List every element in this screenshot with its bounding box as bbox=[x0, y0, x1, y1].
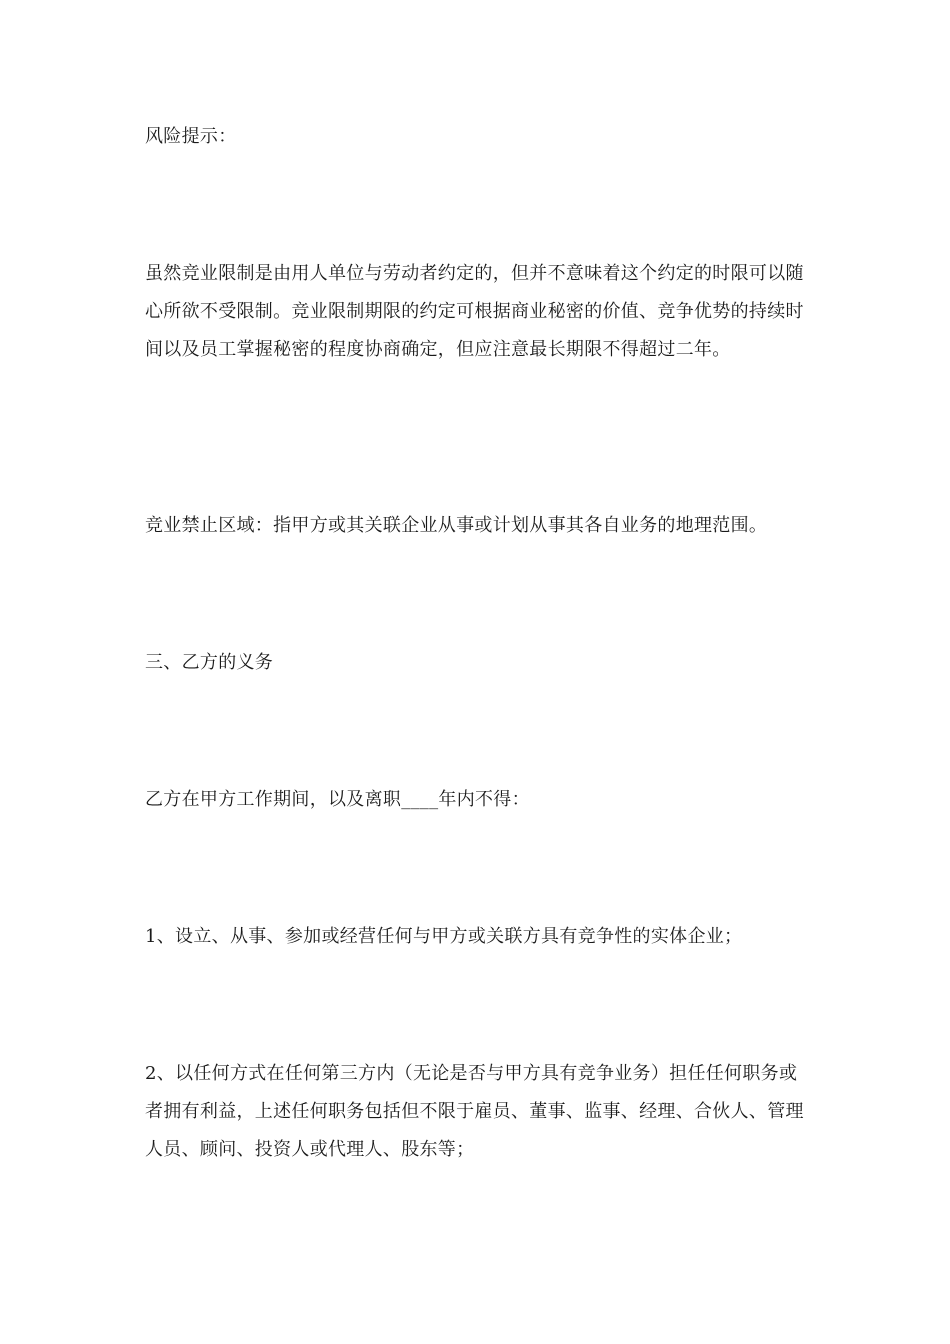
section-heading-party-b-obligations: 三、乙方的义务 bbox=[145, 652, 274, 673]
non-compete-region-paragraph: 竞业禁止区域：指甲方或其关联企业从事或计划从事其各自业务的地理范围。 bbox=[145, 515, 768, 536]
obligation-item-2: 2、以任何方式在任何第三方内（无论是否与甲方具有竞争业务）担任任何职务或者拥有利益，上述任何职务包括但不限于雇员、董事、监事、经理、合伙人、管理人员、顾问、投资人或代理人、股东等； bbox=[145, 1063, 804, 1160]
obligation-item-1: 1、设立、从事、参加或经营任何与甲方或关联方具有竞争性的实体企业； bbox=[145, 926, 743, 947]
risk-notice-heading: 风险提示： bbox=[145, 126, 237, 147]
party-b-restriction-intro: 乙方在甲方工作期间，以及离职____年内不得： bbox=[145, 789, 530, 810]
risk-notice-paragraph: 虽然竞业限制是由用人单位与劳动者约定的，但并不意味着这个约定的时限可以随心所欲不受限制。竞业限制期限的约定可根据商业秘密的价值、竞争优势的持续时间以及员工掌握秘密的程度协商确定，但应注意最长期限不得超过二年。 bbox=[145, 263, 804, 360]
